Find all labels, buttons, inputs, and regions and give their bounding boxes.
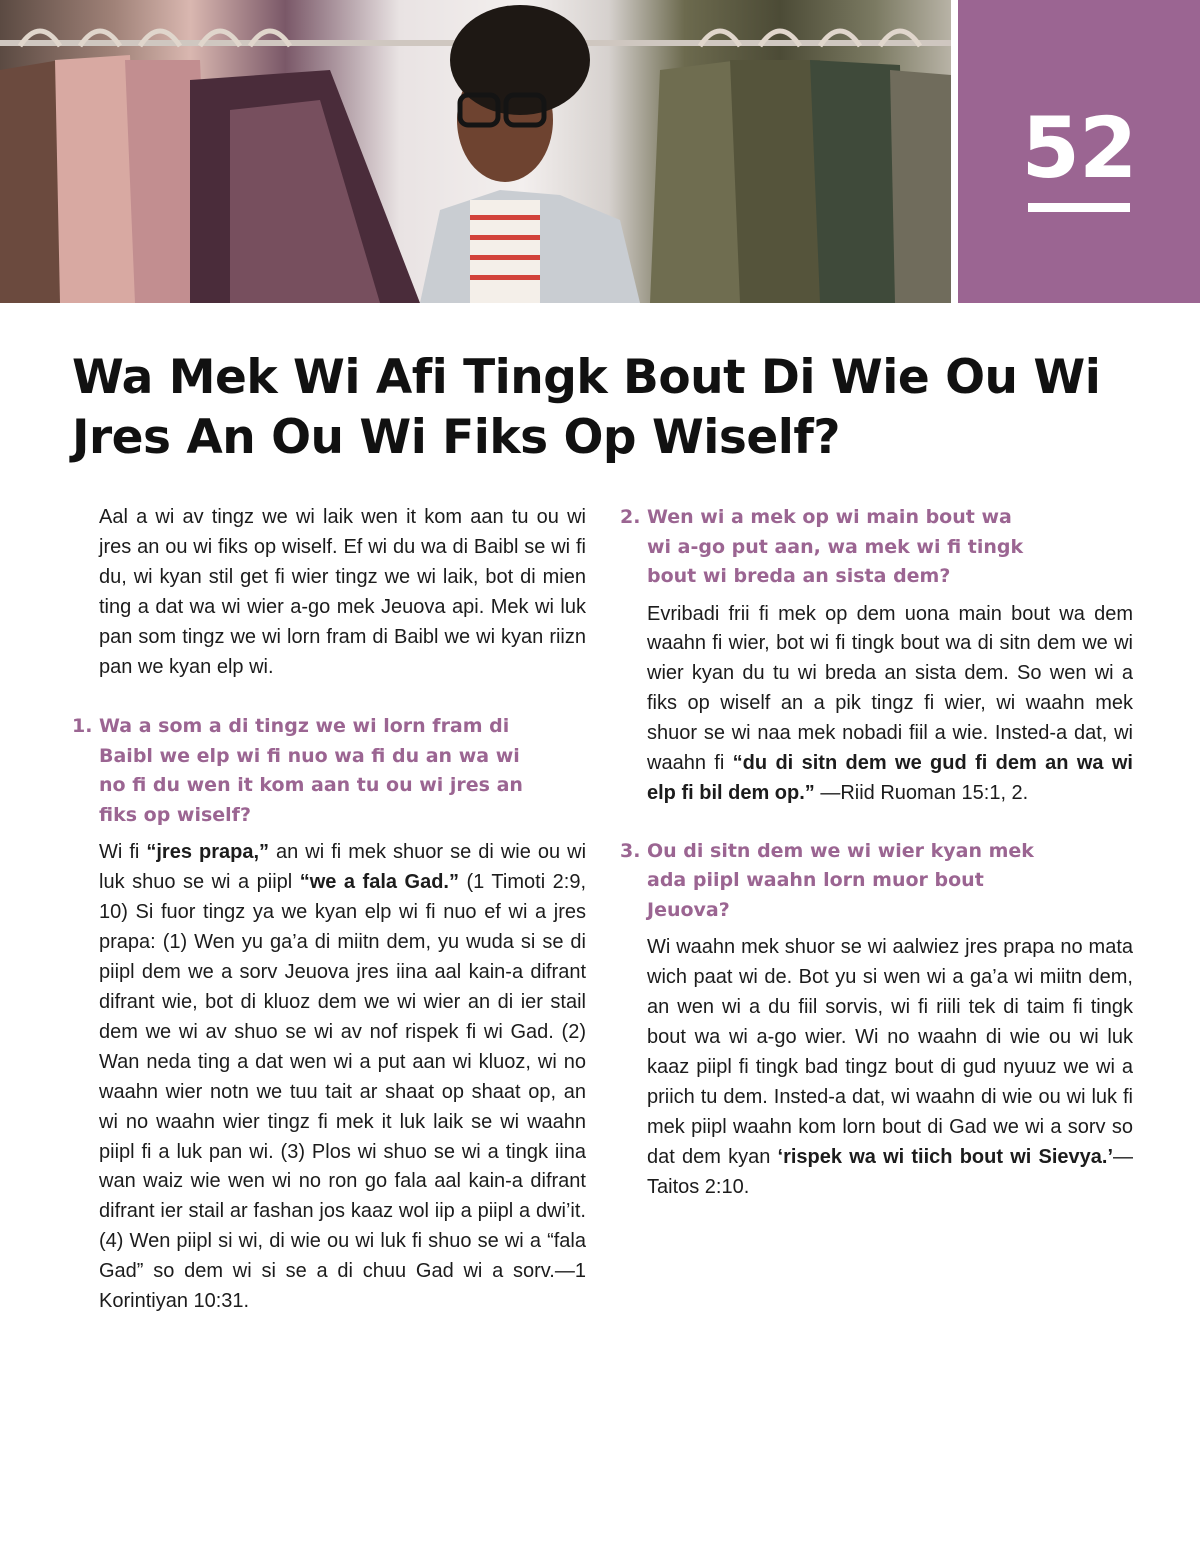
question-2: [620, 503, 1133, 592]
lesson-number-underline: [1028, 203, 1130, 212]
question-3: [620, 837, 1133, 926]
question-1: [72, 712, 586, 830]
question-text: Ou di sitn dem we wi wier kyan mek ada piipl waahn lorn muor bout Jeuova?: [647, 839, 1034, 921]
question-text: Wa a som a di tingz we wi lorn fram di Baibl we elp wi fi nuo wa fi du an wa wi no fi du wen it kom aan tu ou wi jres an fiks op wiself?: [99, 715, 523, 826]
question-number: 3.: [620, 839, 641, 862]
question-number: 1.: [72, 715, 93, 738]
title-line-1: Wa Mek Wi Afi Tingk Bout Di Wie Ou Wi: [72, 350, 1101, 405]
lesson-number-box: [958, 0, 1200, 303]
answer-text: Wi waahn mek shuor se wi aalwiez jres prapa no mata wich paat wi de. Bot yu si wen wi a ga’a wi miitn dem, an wen wi a du fiil sorvis, wi fi riili tek di taim fi tingk bout wa wi a-go wier. Wi no waahn di wie ou wi luk kaaz piipl fi tingk bad tingz bout di gud nyuuz we wi a priich tu dem. Insted-a dat, wi waahn di wie ou wi luk fi mek piipl waahn kom lorn bout di Gad we wi a sorv so dat dem kyan: [647, 936, 1133, 1168]
answer-emphasis: “jres prapa,”: [146, 841, 270, 864]
answer-text: —Riid Ruoman 15:1, 2.: [814, 781, 1029, 804]
question-number: 2.: [620, 506, 641, 528]
answer-text: —Taitos 2:10.: [647, 1145, 1133, 1198]
answer-text: Evribadi frii fi mek op dem uona main bout wa dem waahn fi wier, bot wi fi tingk bout wa di sitn dem we wi wier kyan du tu wi breda an sista dem. So wen wi a fiks op wiself an a pik tingz fi wier, wi waahn mek shuor se wi naa mek nobadi fiil a wie. Insted-a dat, wi waahn fi: [647, 602, 1133, 775]
right-column: [620, 503, 1133, 1203]
answer-1: [72, 838, 586, 1317]
answer-2: [620, 600, 1133, 809]
answer-3: [620, 933, 1133, 1202]
title-line-2: Jres An Ou Wi Fiks Op Wiself?: [72, 410, 841, 465]
page-title: [72, 348, 1132, 468]
answer-text: Wi fi: [99, 841, 147, 864]
answer-text: (1 Timoti 2:9, 10) Si fuor tingz ya we kyan elp wi fi nuo ef wi a jres prapa: (1) Wen yu ga’a di miitn dem, yu wuda si se di piipl dem we a sorv Jeuova jres iina aal kain-a difrant difrant wie, bot di kluoz dem we wi wier an di ier stail dem we wi av shuo se wi av nof rispek fi wi Gad. (2) Wan neda ting a dat wen wi a put aan wi kluoz, wi no waahn wier notn we tuu tait ar shaat op shaat op, an wi no waahn wier tingz fi mek it luk laik se wi waahn piipl fi a luk pan wi. (3) Plos wi shuo se wi a tingk iina wan waiz wie wen wi no ron go fala aal kain-a difrant difrant ier stail ar fashan jos kaaz wol iip a piipl a dwi’it. (4) Wen piipl si wi, di wie ou wi luk fi shuo se wi a “fala Gad” so dem wi si se a di chuu Gad wi a sorv.—1 Korintiyan 10:31.: [99, 871, 587, 1313]
lesson-number: 52: [1021, 99, 1137, 197]
answer-text: an wi fi mek shuor se di wie ou wi luk shuo se wi a piipl: [99, 841, 587, 894]
answer-emphasis: ‘rispek wa wi tiich bout wi Sievya.’: [777, 1145, 1113, 1168]
question-text: Wen wi a mek op wi main bout wa wi a-go put aan, wa mek wi fi tingk bout wi breda an sista dem?: [647, 506, 1024, 587]
left-column: [72, 503, 586, 1317]
header-photo: [0, 0, 951, 303]
answer-emphasis: “we a fala Gad.”: [299, 871, 459, 894]
clothing-rack-illustration: [0, 0, 951, 303]
intro-paragraph: Aal a wi av tingz we wi laik wen it kom aan tu ou wi jres an ou wi fiks op wiself. Ef wi du wa di Baibl se wi fi du, wi kyan stil get fi wier tingz we wi laik, bot di mien ting a dat wa wi wier a-go mek Jeuova api. Mek wi luk pan som tingz we wi lorn fram di Baibl we wi kyan riizn pan we kyan elp wi.: [99, 506, 586, 678]
answer-emphasis: “du di sitn dem we gud fi dem an wa wi elp fi bil dem op.”: [647, 752, 1133, 804]
